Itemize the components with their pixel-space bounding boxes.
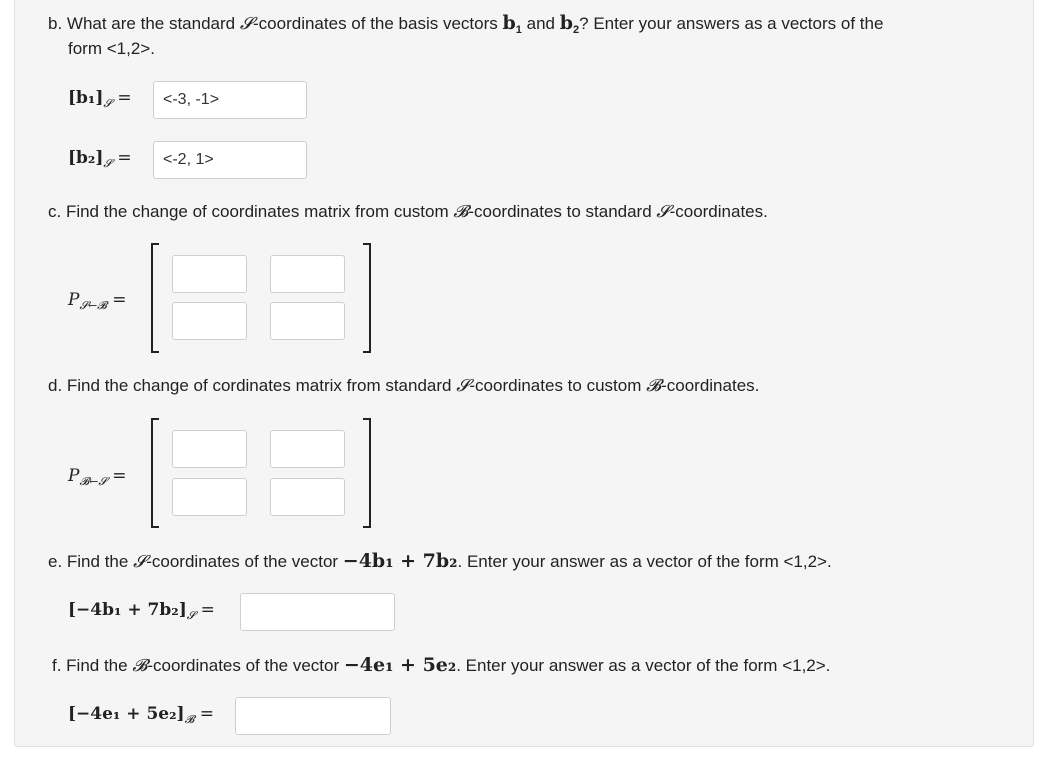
part-f-answer-input[interactable]: [235, 697, 391, 735]
matrix-right-bracket: [363, 418, 371, 528]
b2-coordinates-input[interactable]: [153, 141, 307, 179]
matrix-c-cell-21[interactable]: [172, 302, 247, 340]
matrix-left-bracket: [151, 418, 159, 528]
b2-label: $[b_2]_𝓢$ =: [68, 148, 132, 170]
subscript: 1: [515, 24, 522, 36]
symbol-s: 𝓢: [656, 202, 670, 222]
vector-b: b: [559, 12, 574, 34]
matrix-c-cell-22[interactable]: [270, 302, 345, 340]
part-b-form-hint: form <1,2>.: [68, 39, 155, 58]
part-c-question: c. Find the change of coordinates matrix from custom 𝓑-coordinates to standard 𝓢-coordinates.: [48, 202, 768, 222]
matrix-left-bracket: [151, 243, 159, 353]
symbol-s: 𝓢: [456, 376, 470, 396]
vector-expression: −4b₁ + 7b₂: [342, 550, 458, 572]
symbol-b: 𝓑: [646, 376, 662, 396]
part-b-text: b. What are the standard: [48, 14, 240, 33]
part-b-text: -coordinates of the basis vectors: [253, 14, 503, 33]
part-b-text: ? Enter your answers as a vectors of the: [579, 14, 884, 33]
part-b-text: and: [521, 14, 560, 33]
vector-expression: −4e₁ + 5e₂: [343, 654, 457, 676]
part-e-answer-input[interactable]: [240, 593, 395, 631]
matrix-d-cell-11[interactable]: [172, 430, 247, 468]
matrix-d-cell-21[interactable]: [172, 478, 247, 516]
matrix-c-cell-12[interactable]: [270, 255, 345, 293]
subscript: 2: [573, 24, 580, 36]
matrix-right-bracket: [363, 243, 371, 353]
part-f-question: f. Find the 𝓑-coordinates of the vector −4e₁ + 5e₂. Enter your answer as a vector of the form <1,2>.: [52, 654, 831, 676]
part-e-question: e. Find the 𝓢-coordinates of the vector −4b₁ + 7b₂. Enter your answer as a vector of the form <1,2>.: [48, 550, 832, 572]
part-f-label: $[-4e_1 + 5e_2]_𝓑$ =: [68, 704, 214, 726]
symbol-s: 𝓢: [239, 14, 254, 34]
matrix-p-s-from-b-label: $P_{𝓢\leftarrow 𝓑}$ =: [68, 290, 127, 312]
matrix-d-cell-12[interactable]: [270, 430, 345, 468]
symbol-b: 𝓑: [453, 202, 469, 222]
part-d-question: d. Find the change of cordinates matrix from standard 𝓢-coordinates to custom 𝓑-coordinates.: [48, 376, 760, 396]
vector-b: b: [502, 12, 516, 34]
b1-label: $[b_1]_𝓢$ =: [68, 88, 132, 110]
part-e-label: $[-4b_1 + 7b_2]_𝓢$ =: [68, 600, 215, 622]
matrix-c-cell-11[interactable]: [172, 255, 247, 293]
symbol-s: 𝓢: [133, 552, 147, 572]
matrix-p-b-from-s-label: $P_{𝓑\leftarrow 𝓢}$ =: [68, 466, 127, 488]
symbol-b: 𝓑: [132, 656, 148, 676]
part-b-question: [48, 10, 883, 43]
b1-coordinates-input[interactable]: [153, 81, 307, 119]
matrix-d-cell-22[interactable]: [270, 478, 345, 516]
